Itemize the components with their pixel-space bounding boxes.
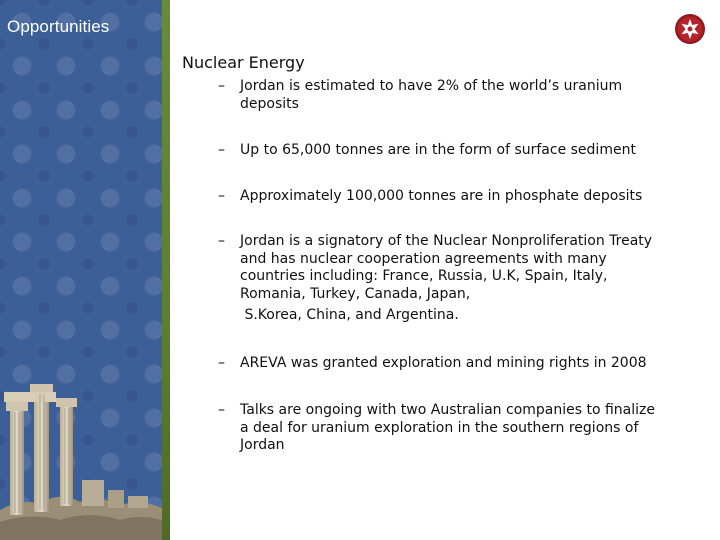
bullet-dash: – — [218, 233, 225, 249]
bullet-text-line: and has nuclear cooperation agreements with many — [240, 250, 607, 267]
bullet-text-line: Jordan is a signatory of the Nuclear Nonproliferation Treaty — [240, 233, 653, 249]
bullet-text-line: Jordan is estimated to have 2% of the world’s uranium — [240, 78, 623, 94]
emblem-icon — [674, 13, 706, 45]
bullet-text-line: deposits — [240, 95, 299, 112]
bullet-text-line: a deal for uranium exploration in the southern regions of — [240, 419, 639, 436]
slide-title: Opportunities — [7, 17, 110, 36]
bullet-item — [218, 142, 636, 160]
bullet-item — [218, 233, 652, 325]
sidebar-background — [0, 0, 162, 540]
bullet-text-line: Talks are ongoing with two Australian companies to finalize — [240, 402, 655, 418]
bullet-item — [218, 355, 647, 373]
temple-ruins-icon — [0, 370, 162, 540]
bullet-dash: – — [218, 188, 225, 204]
bullet-text-line: Jordan — [240, 437, 285, 453]
bullet-item — [218, 188, 642, 206]
green-accent-strip — [162, 0, 170, 540]
bullet-text-line: Approximately 100,000 tonnes are in phosphate deposits — [240, 188, 643, 204]
bullet-text-line: Up to 65,000 tonnes are in the form of surface sediment — [240, 142, 636, 158]
bullet-item — [218, 402, 655, 455]
bullet-text-line: AREVA was granted exploration and mining rights in 2008 — [240, 355, 647, 371]
bullet-dash: – — [218, 402, 225, 418]
bullet-text-line: countries including: France, Russia, U.K, Spain, Italy, — [240, 268, 608, 284]
bullet-dash: – — [218, 355, 225, 371]
bullet-dash: – — [218, 142, 225, 158]
section-heading: Nuclear Energy — [182, 53, 305, 72]
bullet-item — [218, 78, 622, 113]
bullet-text-line: Romania, Turkey, Canada, Japan, — [240, 285, 471, 302]
bullet-dash: – — [218, 78, 225, 94]
bullet-text-line: S.Korea, China, and Argentina. — [240, 307, 459, 323]
